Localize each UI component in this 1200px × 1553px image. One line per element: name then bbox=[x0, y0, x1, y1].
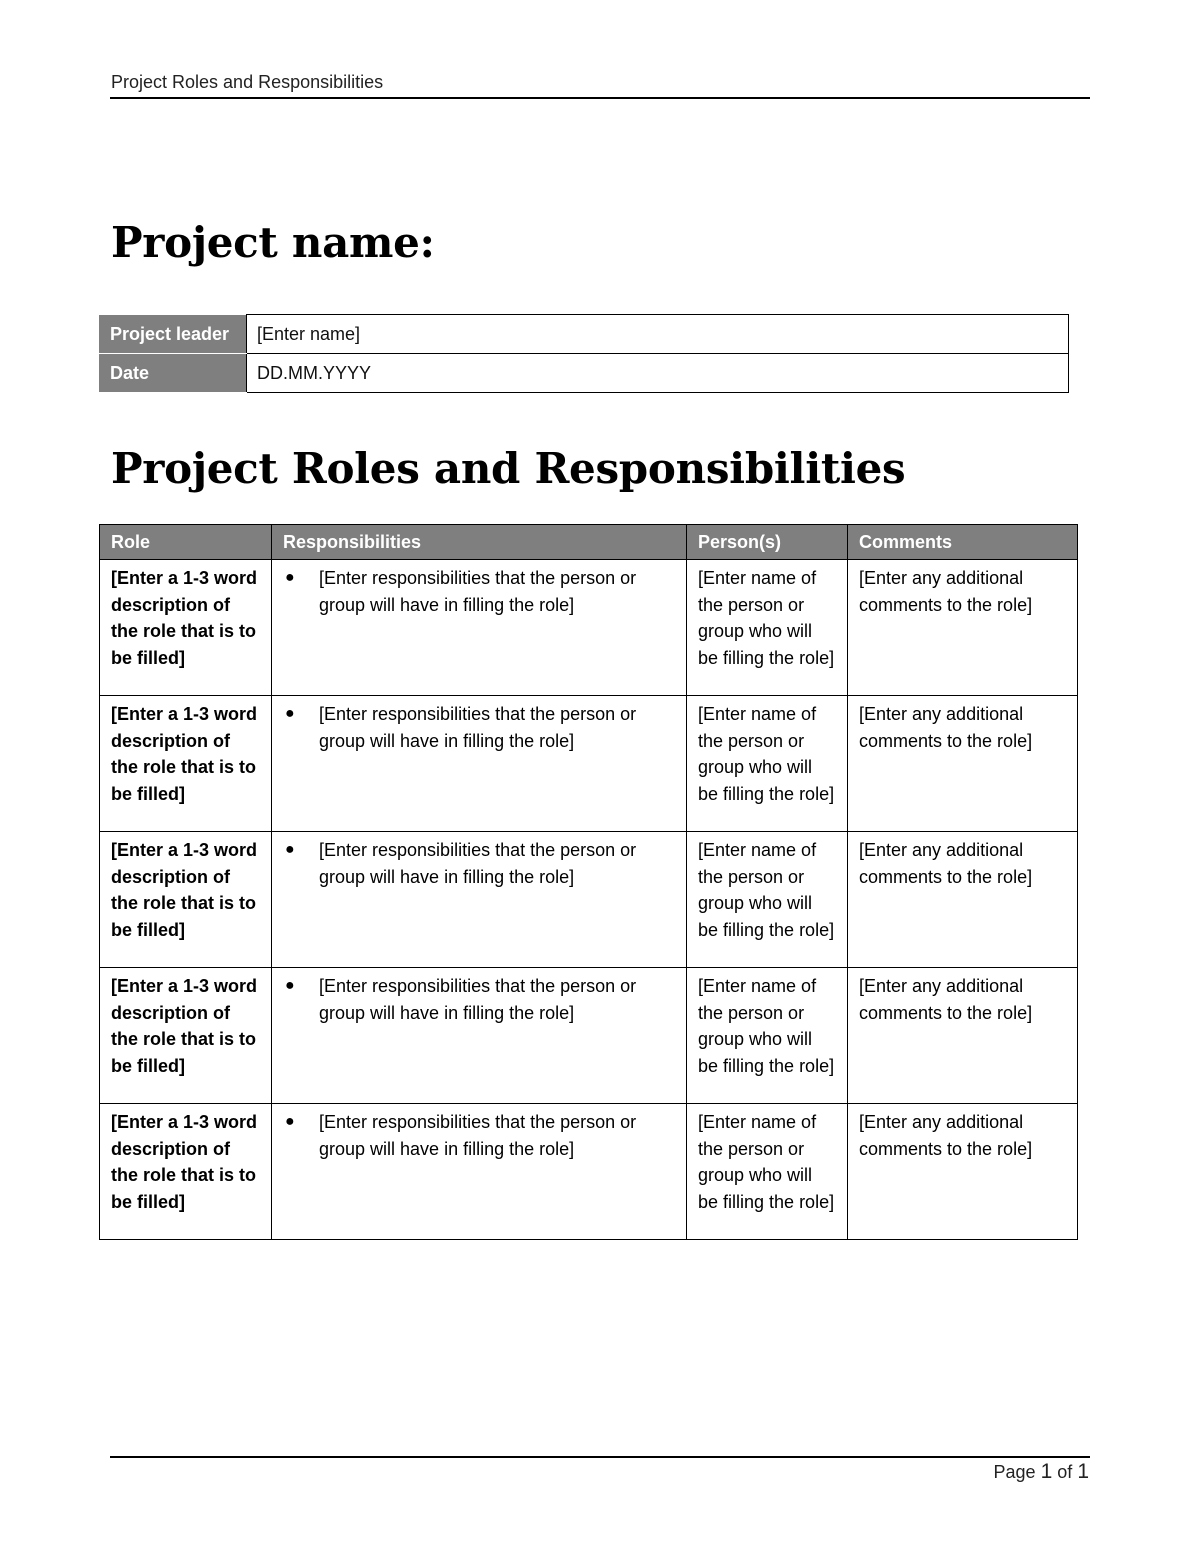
comments-cell[interactable]: [Enter any additional comments to the role] bbox=[848, 1104, 1078, 1240]
column-header-persons: Person(s) bbox=[687, 525, 848, 560]
table-row bbox=[100, 1104, 1078, 1240]
table-row bbox=[100, 968, 1078, 1104]
role-cell[interactable]: [Enter a 1-3 word description of the role that is to be filled] bbox=[100, 696, 272, 832]
roles-table-header bbox=[100, 525, 1078, 560]
page-prefix: Page bbox=[993, 1462, 1036, 1482]
project-leader-label: Project leader bbox=[100, 315, 247, 354]
project-leader-row bbox=[100, 315, 1069, 354]
bullet-icon: ● bbox=[285, 977, 295, 994]
footer-divider bbox=[110, 1456, 1090, 1458]
responsibility-text: [Enter responsibilities that the person or group will have in filling the role] bbox=[319, 840, 637, 887]
responsibilities-cell[interactable] bbox=[272, 696, 687, 832]
page-of: of bbox=[1057, 1462, 1073, 1482]
project-info-table bbox=[99, 314, 1069, 393]
role-cell[interactable]: [Enter a 1-3 word description of the role that is to be filled] bbox=[100, 560, 272, 696]
comments-cell[interactable]: [Enter any additional comments to the role] bbox=[848, 560, 1078, 696]
role-cell[interactable]: [Enter a 1-3 word description of the role that is to be filled] bbox=[100, 1104, 272, 1240]
roles-heading: Project Roles and Responsibilities bbox=[111, 444, 906, 493]
comments-cell[interactable]: [Enter any additional comments to the role] bbox=[848, 832, 1078, 968]
document-header-title: Project Roles and Responsibilities bbox=[111, 72, 384, 92]
bullet-icon: ● bbox=[285, 1113, 295, 1130]
date-field[interactable]: DD.MM.YYYY bbox=[247, 354, 1069, 393]
project-name-heading: Project name: bbox=[111, 218, 435, 267]
responsibilities-cell[interactable] bbox=[272, 832, 687, 968]
page-current: 1 bbox=[1040, 1460, 1053, 1483]
page-number bbox=[994, 1460, 1089, 1484]
page-total: 1 bbox=[1077, 1460, 1089, 1483]
person-cell[interactable]: [Enter name of the person or group who will be filling the role] bbox=[687, 1104, 848, 1240]
person-cell[interactable]: [Enter name of the person or group who will be filling the role] bbox=[687, 696, 848, 832]
column-header-responsibilities: Responsibilities bbox=[272, 525, 687, 560]
role-cell[interactable]: [Enter a 1-3 word description of the role that is to be filled] bbox=[100, 968, 272, 1104]
responsibility-text: [Enter responsibilities that the person or group will have in filling the role] bbox=[319, 1112, 637, 1159]
header-divider bbox=[110, 97, 1090, 99]
comments-cell[interactable]: [Enter any additional comments to the role] bbox=[848, 968, 1078, 1104]
project-leader-field[interactable]: [Enter name] bbox=[247, 315, 1069, 354]
table-row bbox=[100, 560, 1078, 696]
comments-cell[interactable]: [Enter any additional comments to the role] bbox=[848, 696, 1078, 832]
roles-table bbox=[99, 524, 1078, 1240]
table-row bbox=[100, 696, 1078, 832]
responsibility-text: [Enter responsibilities that the person or group will have in filling the role] bbox=[319, 704, 637, 751]
table-row bbox=[100, 832, 1078, 968]
role-cell[interactable]: [Enter a 1-3 word description of the role that is to be filled] bbox=[100, 832, 272, 968]
responsibilities-cell[interactable] bbox=[272, 560, 687, 696]
person-cell[interactable]: [Enter name of the person or group who will be filling the role] bbox=[687, 832, 848, 968]
column-header-role: Role bbox=[100, 525, 272, 560]
responsibility-text: [Enter responsibilities that the person or group will have in filling the role] bbox=[319, 976, 637, 1023]
bullet-icon: ● bbox=[285, 569, 295, 586]
person-cell[interactable]: [Enter name of the person or group who will be filling the role] bbox=[687, 968, 848, 1104]
responsibilities-cell[interactable] bbox=[272, 968, 687, 1104]
responsibility-text: [Enter responsibilities that the person or group will have in filling the role] bbox=[319, 568, 637, 615]
column-header-comments: Comments bbox=[848, 525, 1078, 560]
bullet-icon: ● bbox=[285, 841, 295, 858]
bullet-icon: ● bbox=[285, 705, 295, 722]
person-cell[interactable]: [Enter name of the person or group who will be filling the role] bbox=[687, 560, 848, 696]
responsibilities-cell[interactable] bbox=[272, 1104, 687, 1240]
date-label: Date bbox=[100, 354, 247, 393]
date-row bbox=[100, 354, 1069, 393]
